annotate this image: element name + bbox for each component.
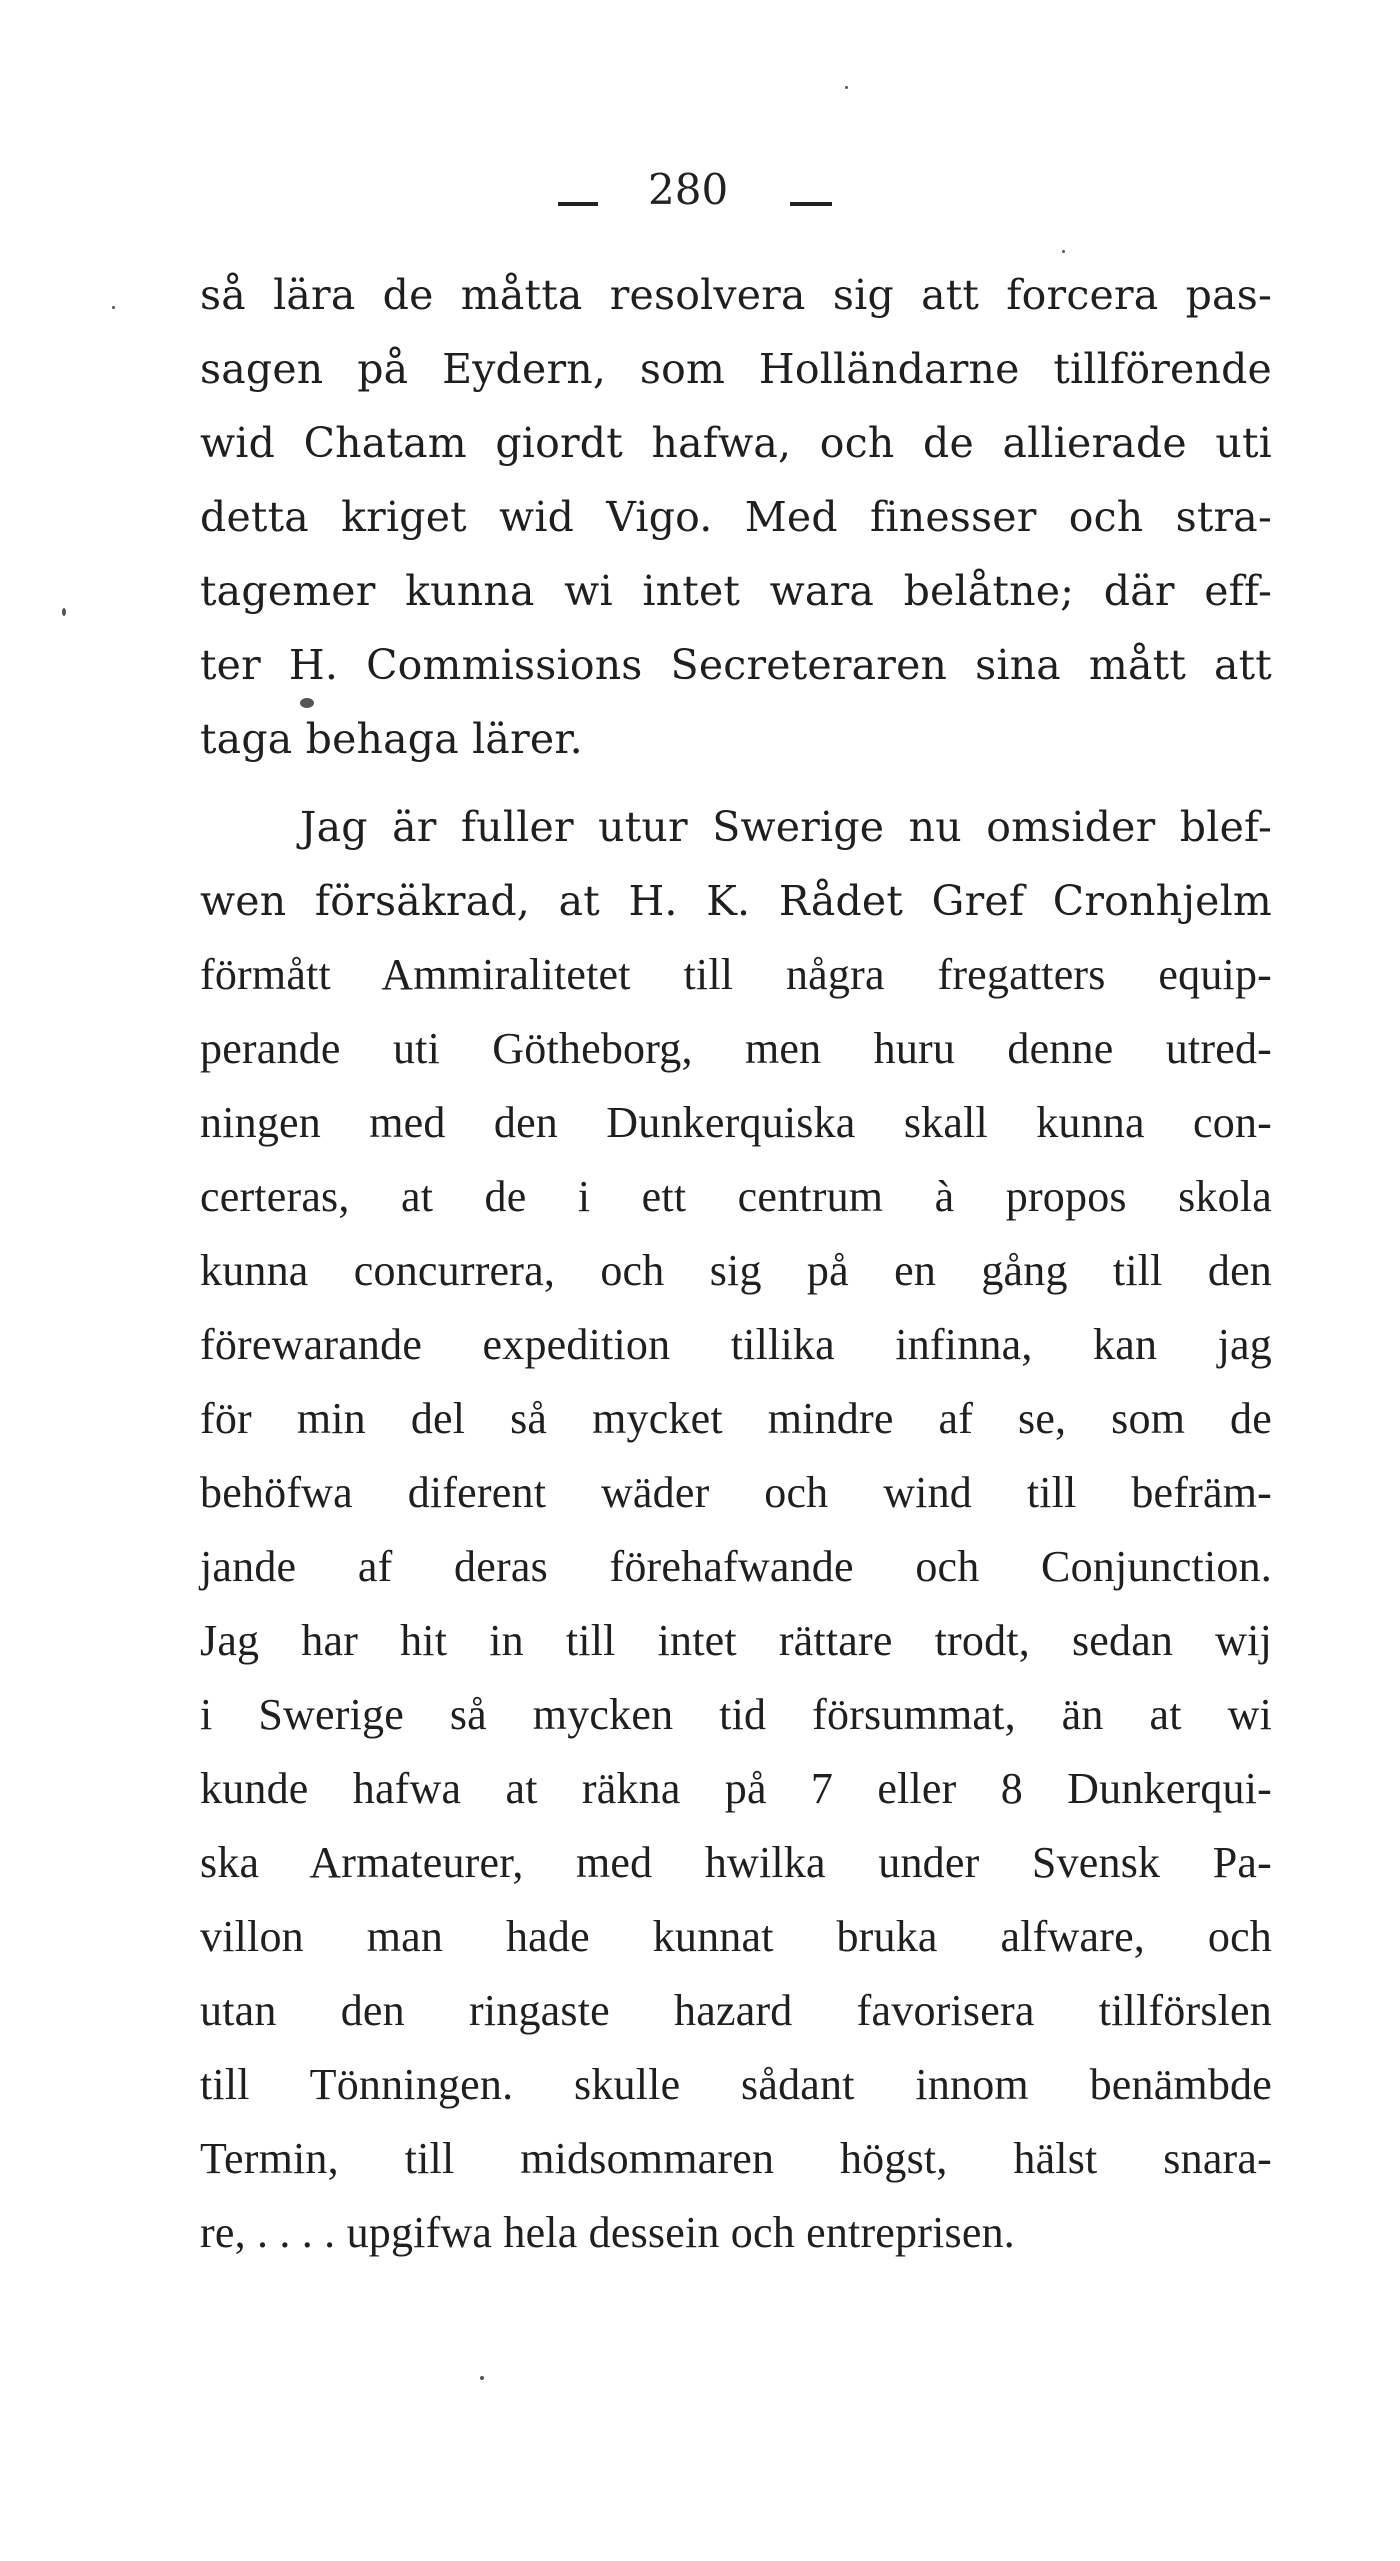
page-number: 280 <box>648 165 729 214</box>
text-line: ter H. Commissions Secreteraren sina mått att <box>200 641 1272 689</box>
text-line: behöfwa diferent wäder och wind till befräm- <box>200 1468 1272 1517</box>
text-line: kunna concurrera, och sig på en gång till den <box>200 1246 1272 1295</box>
ink-speck <box>62 608 66 616</box>
text-line: Jag är fuller utur Swerige nu omsider blef- <box>300 803 1272 851</box>
text-line: wid Chatam giordt hafwa, och de allierade uti <box>200 419 1272 467</box>
text-line: förmått Ammiralitetet till några fregatters equip- <box>200 950 1272 999</box>
text-line: utan den ringaste hazard favorisera tillförslen <box>200 1986 1272 2035</box>
header-dash-right <box>790 202 832 206</box>
ink-speck <box>300 698 314 708</box>
text-line: wen försäkrad, at H. K. Rådet Gref Cronhjelm <box>200 877 1272 925</box>
text-line: re, . . . . upgifwa hela dessein och entreprisen. <box>200 2208 1015 2257</box>
text-line: perande uti Götheborg, men huru denne utred- <box>200 1024 1272 1073</box>
text-line: detta kriget wid Vigo. Med finesser och stra- <box>200 493 1272 541</box>
text-line: Termin, till midsommaren högst, hälst snara- <box>200 2134 1272 2183</box>
ink-speck <box>845 86 848 89</box>
text-line: villon man hade kunnat bruka alfware, och <box>200 1912 1272 1961</box>
text-line: till Tönningen. skulle sådant innom benämbde <box>200 2060 1272 2109</box>
text-line: certeras, at de i ett centrum à propos skola <box>200 1172 1272 1221</box>
text-line: för min del så mycket mindre af se, som de <box>200 1394 1272 1443</box>
text-line: sagen på Eydern, som Holländarne tillförende <box>200 345 1272 393</box>
text-line: i Swerige så mycken tid försummat, än at wi <box>200 1690 1272 1739</box>
ink-speck <box>480 2376 484 2380</box>
page-header <box>0 160 1400 220</box>
header-dash-left <box>558 202 598 206</box>
text-line: ningen med den Dunkerquiska skall kunna con- <box>200 1098 1272 1147</box>
ink-speck <box>1062 250 1065 253</box>
text-line: så lära de måtta resolvera sig att forcera pas- <box>200 271 1272 319</box>
text-line: tagemer kunna wi intet wara belåtne; där eff- <box>200 567 1272 615</box>
text-line: taga behaga lärer. <box>200 715 583 763</box>
text-line: ska Armateurer, med hwilka under Svensk Pa- <box>200 1838 1272 1887</box>
text-line: jande af deras förehafwande och Conjunction. <box>200 1542 1272 1591</box>
text-line: Jag har hit in till intet rättare trodt, sedan wij <box>200 1616 1272 1665</box>
ink-speck <box>112 306 115 309</box>
text-line: kunde hafwa at räkna på 7 eller 8 Dunkerqui- <box>200 1764 1272 1813</box>
text-line: förewarande expedition tillika infinna, kan jag <box>200 1320 1272 1369</box>
